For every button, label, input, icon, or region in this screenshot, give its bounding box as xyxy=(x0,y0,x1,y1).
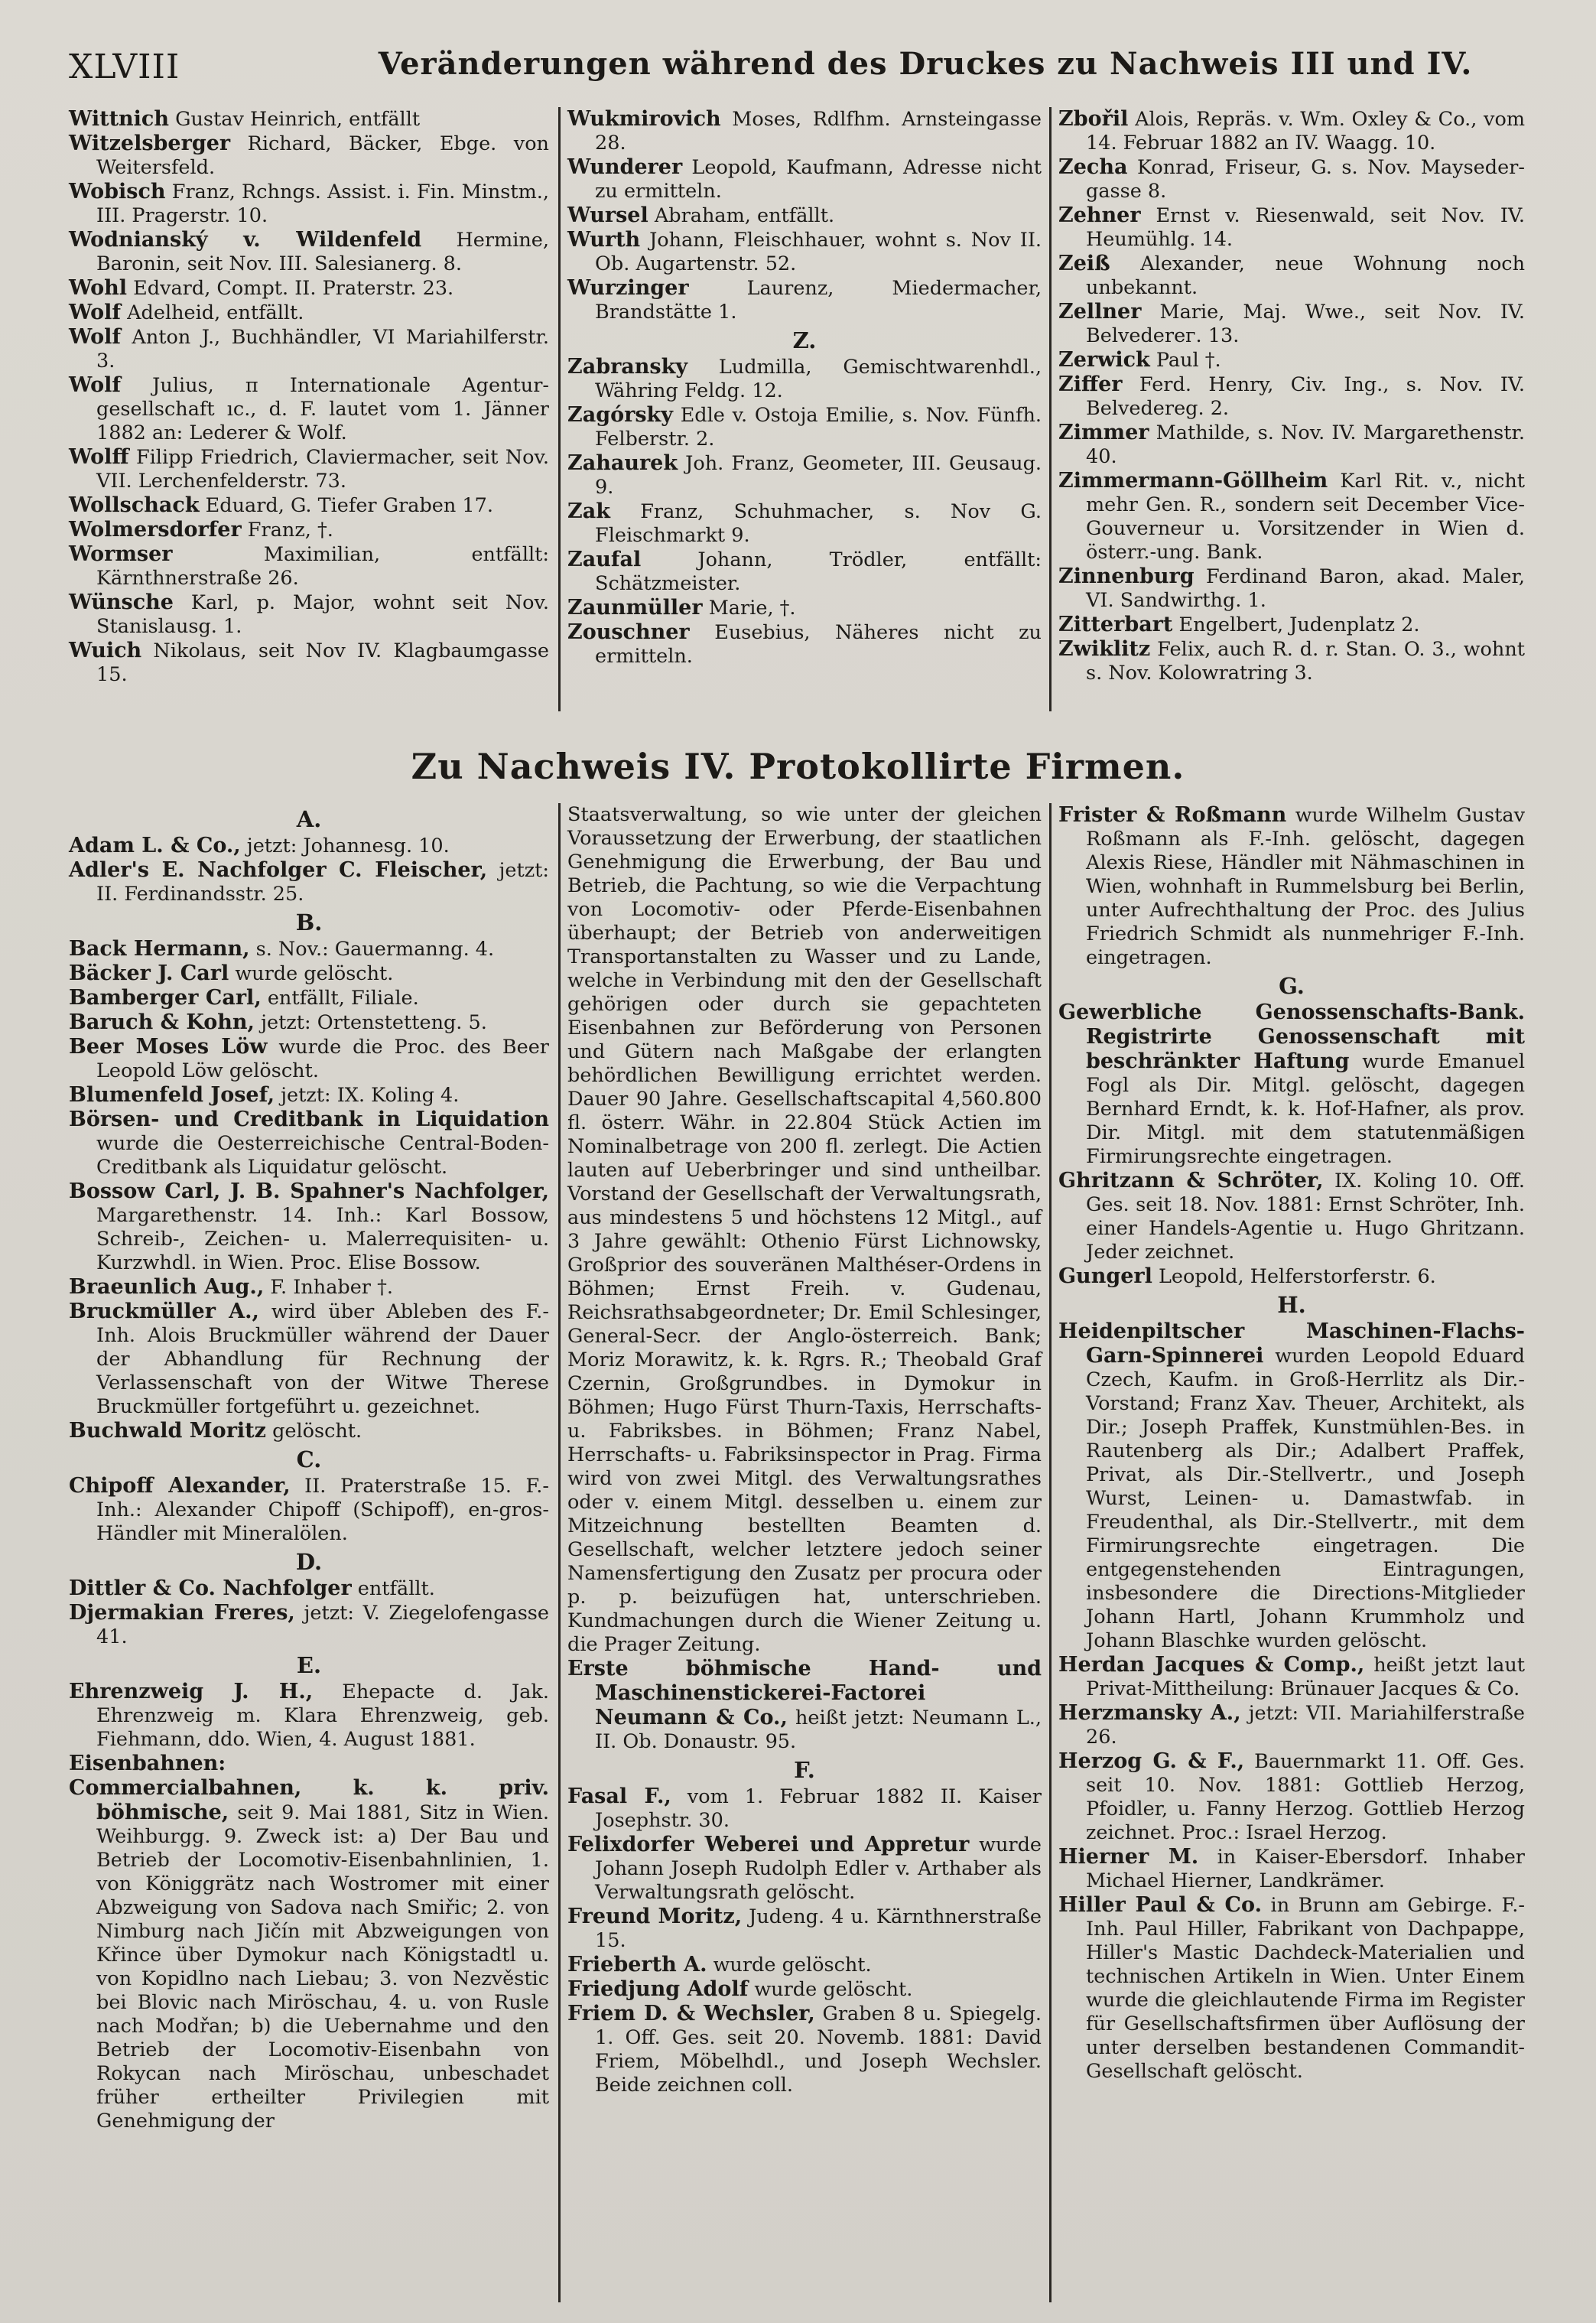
entry-text: entfällt. xyxy=(351,1577,435,1600)
directory-entry xyxy=(1058,803,1525,970)
directory-entry xyxy=(1058,1264,1525,1289)
entry-text: wurde Wilhelm Gustav Roßmann als F.-Inh. gelöscht, dagegen Alexis Riese, Händler mit Nähmaschinen in Wien, wohnhaft in Rummelsburg bei Berlin, unter Aufrechthaltung der Proc. des Julius Friedrich Schmidt als nunmehriger F.-Inh. eingetragen. xyxy=(1086,804,1525,969)
entry-text: Leopold, Kaufmann, Adresse nicht zu ermitteln. xyxy=(595,156,1042,203)
section-letter: G. xyxy=(1279,973,1305,999)
directory-entry xyxy=(1058,564,1525,613)
entry-name: Herzog G. & F., xyxy=(1058,1749,1245,1773)
entry-name: Zaunmüller xyxy=(567,596,703,620)
entry-name: Felixdorfer Weberei und Appretur xyxy=(567,1833,970,1856)
directory-entry xyxy=(567,2002,1042,2097)
entry-name: Zahaurek xyxy=(567,451,678,475)
entry-text: Ferdinand Baron, akad. Maler, VI. Sandwirthg. 1. xyxy=(1086,565,1525,612)
entry-name: Wodnianský v. Wildenfeld xyxy=(69,228,422,252)
directory-entry xyxy=(69,1601,549,1649)
directory-entry xyxy=(567,107,1042,155)
entry-name: Zehner xyxy=(1058,203,1141,227)
entry-name: Wittnich xyxy=(69,107,170,131)
directory-entry xyxy=(567,1833,1042,1905)
entry-name: Djermakian Freres, xyxy=(69,1601,295,1625)
entry-text: Paul †. xyxy=(1149,349,1221,372)
entry-name: Friem D. & Wechsler, xyxy=(567,2002,815,2025)
directory-entry xyxy=(1058,1701,1525,1749)
entry-name: Chipoff Alexander, xyxy=(69,1474,291,1498)
directory-entry xyxy=(69,1752,549,1776)
column-divider xyxy=(1049,107,1052,711)
upper-column-1 xyxy=(69,107,549,687)
directory-entry xyxy=(69,937,549,961)
directory-entry xyxy=(1058,421,1525,469)
directory-entry xyxy=(1058,300,1525,348)
entry-text: Johann, Fleischhauer, wohnt s. Nov II. Ob. Augartenstr. 52. xyxy=(595,229,1042,275)
directory-entry xyxy=(69,639,549,687)
directory-entry xyxy=(567,203,1042,228)
entry-text: Franz, †. xyxy=(241,519,333,542)
entry-text: wurden Leopold Eduard Czech, Kaufm. in Groß-Herrlitz als Dir.-Vorstand; Franz Xav. Theuer, Architekt, als Dir.; Joseph Praffek, Kunstmühlen-Bes. in Rautenberg als Dir.; Adalbert Praffek, Privat, als Dir.-Stellvertr., und Joseph Wurst, Leinen- u. Damastwfab. in Freudenthal, als Dir.-Stellvertr., mit dem Firmirungsrechte eingetragen. Die entgegenstehenden Eintragungen, insbesondere die Directions-Mitglieder Johann Hartl, Johann Krummholz und Johann Blaschke wurden gelöscht. xyxy=(1086,1345,1525,1652)
entry-name: Blumenfeld Josef, xyxy=(69,1083,275,1107)
directory-entry xyxy=(1058,348,1525,373)
entry-text: Hermine, Baronin, seit Nov. III. Salesianerg. 8. xyxy=(96,229,549,275)
entry-name: Wormser xyxy=(69,542,173,566)
entry-text: IX. Koling 10. Off. Ges. seit 18. Nov. 1881: Ernst Schröter, Inh. einer Handels-Agentie u. Hugo Ghritzann. Jeder zeichnet. xyxy=(1086,1170,1525,1264)
directory-entry xyxy=(1058,613,1525,637)
directory-entry xyxy=(69,1474,549,1546)
entry-text: wurde gelöscht. xyxy=(748,1978,913,2001)
column-divider xyxy=(558,107,561,711)
entry-name: Zimmermann-Göllheim xyxy=(1058,469,1328,493)
entry-name: Zaufal xyxy=(567,548,642,571)
entry-name: Baruch & Kohn, xyxy=(69,1010,255,1034)
entry-text: Engelbert, Judenplatz 2. xyxy=(1172,613,1420,636)
entry-text: Joh. Franz, Geometer, III. Geusaug. 9. xyxy=(595,452,1042,499)
directory-entry xyxy=(69,1035,549,1083)
entry-text: Bauernmarkt 11. Off. Ges. seit 10. Nov. 1881: Gottlieb Herzog, Pfoidler, u. Fanny Herzog. Gottlieb Herzog zeichnet. Proc.: Israel Herzog. xyxy=(1086,1750,1525,1844)
entry-text: Franz, Schuhmacher, s. Nov G. Fleischmarkt 9. xyxy=(595,500,1042,547)
directory-entry xyxy=(567,451,1042,499)
directory-entry xyxy=(69,1179,549,1275)
entry-text: Eduard, G. Tiefer Graben 17. xyxy=(199,494,493,517)
entry-name: Wolf xyxy=(69,325,122,349)
entry-name: Frister & Roßmann xyxy=(1058,803,1287,827)
entry-text: Nikolaus, seit Nov IV. Klagbaumgasse 15. xyxy=(96,639,549,686)
directory-entry xyxy=(567,1953,1042,1977)
directory-entry xyxy=(69,1108,549,1179)
entry-name: Adler's E. Nachfolger C. Fleischer, xyxy=(69,858,488,882)
entry-text: vom 1. Februar 1882 II. Kaiser Josephstr. 30. xyxy=(595,1785,1042,1832)
entry-name: Bossow Carl, J. B. Spahner's Nachfolger, xyxy=(69,1179,549,1203)
directory-entry xyxy=(567,620,1042,669)
entry-name: Fasal F., xyxy=(567,1785,671,1808)
entry-text: entfällt, Filiale. xyxy=(261,987,419,1010)
entry-text: Mathilde, s. Nov. IV. Margarethenstr. 40. xyxy=(1086,421,1525,468)
entry-name: Erste böhmische Hand- und Maschinenstickerei-Factorei Neumann & Co., xyxy=(567,1657,1042,1729)
directory-entry xyxy=(69,228,549,276)
directory-entry xyxy=(567,1905,1042,1953)
directory-entry xyxy=(567,1657,1042,1754)
directory-entry xyxy=(1058,1000,1525,1169)
directory-entry xyxy=(1058,637,1525,685)
entry-name: Zeiß xyxy=(1058,252,1110,275)
entry-name: Herzmansky A., xyxy=(1058,1701,1241,1725)
directory-entry xyxy=(69,325,549,373)
entry-name: Ehrenzweig J. H., xyxy=(69,1680,314,1703)
entry-text: wurde die Proc. des Beer Leopold Löw gelöscht. xyxy=(96,1036,549,1082)
directory-entry xyxy=(69,1419,549,1443)
entry-name: Börsen- und Creditbank in Liquidation xyxy=(69,1108,549,1131)
directory-entry xyxy=(1058,1169,1525,1264)
directory-entry xyxy=(1058,1893,1525,2084)
entry-text: F. Inhaber †. xyxy=(264,1276,393,1299)
entry-text: Moses, Rdlfhm. Arnsteingasse 28. xyxy=(595,108,1042,155)
entry-name: Braeunlich Aug., xyxy=(69,1275,265,1299)
entry-name: Bamberger Carl, xyxy=(69,986,262,1010)
directory-entry xyxy=(1058,1653,1525,1701)
entry-text: Karl, p. Major, wohnt seit Nov. Stanislausg. 1. xyxy=(96,591,549,638)
entry-text: Alexander, neue Wohnung noch unbekannt. xyxy=(1086,252,1525,299)
entry-name: Freund Moritz, xyxy=(567,1905,743,1928)
lower-column-2 xyxy=(567,803,1042,2097)
entry-name: Wurth xyxy=(567,228,641,252)
entry-text: Ludmilla, Gemischtwarenhdl., Währing Feldg. 12. xyxy=(595,356,1042,402)
entry-text: heißt jetzt laut Privat-Mittheilung: Brünauer Jacques & Co. xyxy=(1086,1654,1525,1700)
directory-entry xyxy=(69,518,549,542)
entry-text: gelöscht. xyxy=(265,1420,362,1443)
entry-text: Abraham, entfällt. xyxy=(648,204,835,227)
directory-entry xyxy=(567,1977,1042,2002)
entry-text: Konrad, Friseur, G. s. Nov. Mayseder-gasse 8. xyxy=(1086,156,1525,203)
entry-name: Wurzinger xyxy=(567,276,689,300)
directory-entry xyxy=(69,107,549,132)
entry-text: Anton J., Buchhändler, VI Mariahilferstr. 3. xyxy=(96,326,549,373)
entry-text: in Kaiser-Ebersdorf. Inhaber Michael Hierner, Landkrämer. xyxy=(1086,1846,1525,1892)
directory-entry xyxy=(69,301,549,325)
column-divider xyxy=(558,803,561,2302)
section-letter: B. xyxy=(295,909,323,935)
entry-name: Wobisch xyxy=(69,180,166,203)
entry-name: Buchwald Moritz xyxy=(69,1419,266,1443)
directory-entry xyxy=(69,1776,549,2133)
entry-text: Maximilian, entfällt: Kärnthnerstraße 26. xyxy=(96,543,549,590)
directory-entry xyxy=(1058,1749,1525,1845)
entry-name: Hierner M. xyxy=(1058,1845,1199,1869)
entry-name: Wolff xyxy=(69,445,129,469)
entry-name: Wukmirovich xyxy=(567,107,721,131)
upper-column-3 xyxy=(1058,107,1525,685)
entry-name: Dittler & Co. Nachfolger xyxy=(69,1576,352,1600)
entry-text: Graben 8 u. Spiegelg. 1. Off. Ges. seit 20. Novemb. 1881: David Friem, Möbelhdl., und Joseph Wechsler. Beide zeichnen coll. xyxy=(595,2003,1042,2097)
entry-name: Wohl xyxy=(69,276,128,300)
directory-entry xyxy=(567,403,1042,451)
entry-name: Zabransky xyxy=(567,355,688,379)
directory-entry xyxy=(69,1275,549,1300)
entry-text: Marie, Maj. Wwe., seit Nov. IV. Belvederег. 13. xyxy=(1086,301,1525,347)
directory-entry xyxy=(69,834,549,858)
directory-entry xyxy=(567,499,1042,548)
entry-text: jetzt: II. Ferdinandsstr. 25. xyxy=(96,859,550,906)
entry-text: jetzt: V. Ziegelofengasse 41. xyxy=(96,1602,549,1648)
directory-entry xyxy=(567,355,1042,403)
entry-name: Ziffer xyxy=(1058,373,1123,396)
lower-column-1 xyxy=(69,803,549,2133)
entry-text: jetzt: VII. Mariahilferstraße 26. xyxy=(1086,1702,1526,1749)
entry-name: Wolmersdorfer xyxy=(69,518,242,542)
directory-entry xyxy=(69,276,549,301)
directory-entry xyxy=(567,276,1042,324)
entry-text: Julius, ᴨ Internationale Agentur-gesellschaft ıc., d. F. lautet vom 1. Jänner 1882 an: Lederer & Wolf. xyxy=(96,374,549,444)
directory-entry xyxy=(69,591,549,639)
page-title: Veränderungen während des Druckes zu Nachweis III und IV. xyxy=(378,46,1473,82)
section-letter: D. xyxy=(295,1549,323,1575)
entry-name: Zouschner xyxy=(567,620,690,644)
entry-name: Zinnenburg xyxy=(1058,564,1195,588)
entry-name: Bäcker J. Carl xyxy=(69,961,229,985)
section-letter: A. xyxy=(296,806,322,832)
entry-text: Edle v. Ostoja Emilie, s. Nov. Fünfh. Felberstr. 2. xyxy=(595,404,1042,451)
section-letter: Z. xyxy=(792,327,817,353)
entry-name: Eisenbahnen: xyxy=(69,1752,226,1775)
entry-text: Richard, Bäcker, Ebge. von Weitersfeld. xyxy=(96,132,549,179)
entry-name: Ghritzann & Schröter, xyxy=(1058,1169,1324,1192)
entry-continuation: Staatsverwaltung, so wie unter der gleichen Voraussetzung der Erwerbung, der staatlichen Genehmigung die Erwerbung, der Bau und Betrieb, die Pachtung, so wie die Verpachtung von Locomotiv- oder Pferde-Eisenbahnen überhaupt; der Betrieb von anderweitigen Transportanstalten zu Wasser und zu Lande, welche in Verbindung mit den der Gesellschaft gehörigen oder durch sie gepachteten Eisenbahnen zur Beförderung von Personen und Gütern nach Maßgabe der erlangten behördlichen Bewilligung errichtet werden. Dauer 90 Jahre. Gesellschaftscapital 4,560.800 fl. österr. Währ. in 22.804 Stück Actien im Nominalbetrage von 200 fl. zerlegt. Die Actien lauten auf Ueberbringer und sind untheilbar. Vorstand der Gesellschaft der Verwaltungsrath, aus mindestens 5 und höchstens 12 Mitgl., auf 3 Jahre gewählt: Othenio Fürst Lichnowsky, Großprior des souveränen Malthéser-Ordens in Böhmen; Ernst Freih. v. Gudenau, Reichsrathsabgeordneter; Dr. Emil Schlesinger, General-Secr. der Anglo-österreich. Bank; Moriz Morawitz, k. k. Rgrs. R.; Theobald Graf Czernin, Großgrundbes. in Dymokur in Böhmen; Hugo Fürst Thurn-Taxis, Herrschafts- u. Fabriksbes. in Böhmen; Franz Nabel, Herrschafts- u. Fabriksinspector in Prag. Firma wird von zwei Mitgl. des Verwaltungsrathes oder v. einem Mitgl. desselben u. einem zur Mitzeichnung bestellten Beamten d. Gesellschaft, welcher letztere jedoch seiner Namensfertigung den Zusatz per procura oder p. p. beizufügen hat, unterschrieben. Kundmachungen durch die Wiener Zeitung u. die Prager Zeitung. xyxy=(567,803,1042,1656)
entry-name: Herdan Jacques & Comp., xyxy=(1058,1653,1365,1677)
column-divider xyxy=(1049,803,1052,2302)
entry-name: Back Hermann, xyxy=(69,937,250,961)
entry-name: Zitterbart xyxy=(1058,613,1173,636)
entry-name: Friedjung Adolf xyxy=(567,1977,749,2001)
entry-text: Laurenz, Miedermacher, Brandstätte 1. xyxy=(595,277,1042,324)
entry-text: Johann, Trödler, entfällt: Schätzmeister. xyxy=(595,548,1042,595)
section-letter: E. xyxy=(296,1652,322,1678)
entry-text: wurde Emanuel Fogl als Dir. Mitgl. gelöscht, dagegen Bernhard Erndt, k. k. Hof-Hafner, als prov. Dir. Mitgl. mit dem statutenmäßigen Firmirungsrechte eingetragen. xyxy=(1086,1050,1525,1168)
directory-entry xyxy=(69,1083,549,1108)
entry-name: Gungerl xyxy=(1058,1264,1152,1288)
entry-text: jetzt: Johannesg. 10. xyxy=(240,835,450,857)
entry-text: Franz, Rchngs. Assist. i. Fin. Minstm., III. Pragerstr. 10. xyxy=(96,181,549,227)
entry-text: Alois, Repräs. v. Wm. Oxley & Co., vom 14. Februar 1882 an IV. Waagg. 10. xyxy=(1086,108,1525,155)
entry-name: Zagórsky xyxy=(567,403,673,427)
entry-text: Margarethenstr. 14. Inh.: Karl Bossow, Schreib-, Zeichen- u. Malerrequisiten- u. Kurzwhdl. in Wien. Proc. Elise Bossow. xyxy=(96,1204,549,1274)
entry-text: Karl Rit. v., nicht mehr Gen. R., sondern seit December Vice-Gouverneur u. Vorsitzender in Wien d. österr.-ung. Bank. xyxy=(1086,470,1525,564)
entry-text: wurde gelöscht. xyxy=(707,1954,872,1977)
entry-text: Gustav Heinrich, entfällt xyxy=(169,108,421,131)
directory-entry xyxy=(1058,1319,1525,1653)
entry-text: Edvard, Compt. II. Praterstr. 23. xyxy=(127,277,454,300)
entry-name: Gewerbliche Genossenschafts-Bank. Registrirte Genossenschaft mit beschränkter Haftung xyxy=(1058,1000,1525,1073)
entry-name: Zecha xyxy=(1058,155,1128,179)
entry-text: Filipp Friedrich, Claviermacher, seit Nov. VII. Lerchenfelderstr. 73. xyxy=(96,446,549,493)
entry-text: Eusebius, Näheres nicht zu ermitteln. xyxy=(595,621,1042,668)
entry-text: jetzt: Ortenstetteng. 5. xyxy=(254,1011,487,1034)
entry-text: Ehepacte d. Jak. Ehrenzweig m. Klara Ehrenzweig, geb. Fiehmann, ddo. Wien, 4. August 1881. xyxy=(96,1680,549,1751)
entry-name: Wuich xyxy=(69,639,142,662)
entry-name: Zwiklitz xyxy=(1058,637,1151,661)
directory-entry xyxy=(69,542,549,591)
directory-entry xyxy=(567,548,1042,596)
entry-name: Witzelsberger xyxy=(69,132,231,155)
directory-entry xyxy=(69,493,549,518)
directory-entry xyxy=(69,1010,549,1035)
entry-name: Wolf xyxy=(69,301,122,324)
entry-name: Wünsche xyxy=(69,591,174,614)
entry-text: s. Nov.: Gauermanng. 4. xyxy=(249,938,495,961)
entry-name: Zimmer xyxy=(1058,421,1149,444)
directory-entry xyxy=(69,986,549,1010)
directory-entry xyxy=(567,228,1042,276)
entry-name: Zellner xyxy=(1058,300,1142,324)
directory-entry xyxy=(1058,203,1525,252)
directory-entry xyxy=(567,155,1042,203)
entry-text: Adelheid, entfällt. xyxy=(121,301,304,324)
entry-text: Marie, †. xyxy=(702,597,796,620)
directory-entry xyxy=(69,961,549,986)
entry-text: wird über Ableben des F.-Inh. Alois Bruckmüller während der Dauer der Abhandlung für Rechnung der Verlassenschaft von der Witwe Therese Bruckmüller fortgeführt u. gezeichnet. xyxy=(96,1300,549,1418)
directory-entry xyxy=(69,180,549,228)
directory-entry xyxy=(1058,469,1525,564)
directory-entry xyxy=(1058,107,1525,155)
directory-entry xyxy=(69,373,549,445)
entry-name: Beer Moses Löw xyxy=(69,1035,268,1059)
entry-text: heißt jetzt: Neumann L., II. Ob. Donaustr. 95. xyxy=(595,1706,1042,1753)
directory-entry xyxy=(1058,155,1525,203)
entry-text: in Brunn am Gebirge. F.-Inh. Paul Hiller, Fabrikant von Dachpappe, Hiller's Mastic Dachdeck-Materialien und technischen Artikeln in Wien. Unter Einem wurde die gleichlautende Firma im Register für Gesellschaftsfirmen über Auflösung der unter derselben bestandenen Commandit-Gesellschaft gelöscht. xyxy=(1086,1894,1525,2083)
directory-entry xyxy=(69,1576,549,1601)
section-letter: C. xyxy=(296,1446,322,1472)
section-letter: H. xyxy=(1277,1292,1306,1318)
entry-name: Wursel xyxy=(567,203,648,227)
directory-entry xyxy=(69,132,549,180)
entry-name: Bruckmüller A., xyxy=(69,1300,259,1323)
entry-name: Heidenpiltscher Maschinen-Flachs-Garn-Spinnerei xyxy=(1058,1319,1525,1368)
directory-entry xyxy=(1058,252,1525,300)
lower-column-3 xyxy=(1058,803,1525,2084)
directory-entry xyxy=(1058,1845,1525,1893)
entry-name: Zerwick xyxy=(1058,348,1150,372)
entry-text: wurde gelöscht. xyxy=(229,962,394,985)
entry-name: Wunderer xyxy=(567,155,683,179)
entry-text: Judeng. 4 u. Kärnthnerstraße 15. xyxy=(595,1905,1042,1952)
entry-text: wurde Johann Joseph Rudolph Edler v. Arthaber als Verwaltungsrath gelöscht. xyxy=(595,1833,1042,1904)
directory-entry xyxy=(1058,373,1525,421)
directory-entry xyxy=(69,1300,549,1419)
entry-text: wurde die Oesterreichische Central-Boden-Creditbank als Liquidatur gelöscht. xyxy=(96,1132,549,1179)
entry-name: Zbořil xyxy=(1058,107,1129,131)
entry-text: II. Praterstraße 15. F.-Inh.: Alexander Chipoff (Schipoff), en-gros-Händler mit Mineralölen. xyxy=(96,1475,549,1545)
directory-entry xyxy=(69,445,549,493)
entry-text: Ferd. Henry, Civ. Ing., s. Nov. IV. Belvedereg. 2. xyxy=(1086,373,1525,420)
entry-name: Zak xyxy=(567,499,610,523)
section-title: Zu Nachweis IV. Protokollirte Firmen. xyxy=(411,746,1185,787)
entry-text: Ernst v. Riesenwald, seit Nov. IV. Heumühlg. 14. xyxy=(1086,204,1525,251)
page-number: XLVIII xyxy=(69,47,180,86)
entry-name: Hiller Paul & Co. xyxy=(1058,1893,1262,1917)
entry-name: Frieberth A. xyxy=(567,1953,707,1977)
entry-text: jetzt: IX. Koling 4. xyxy=(275,1084,460,1107)
entry-name: Adam L. & Co., xyxy=(69,834,241,857)
entry-name: Commercialbahnen, k. k. priv. böhmische, xyxy=(69,1776,549,1824)
directory-entry xyxy=(69,1680,549,1752)
directory-entry xyxy=(567,1785,1042,1833)
directory-entry xyxy=(567,596,1042,620)
entry-text: Felix, auch R. d. r. Stan. O. 3., wohnt s. Nov. Kolowratring 3. xyxy=(1086,638,1525,685)
entry-text: seit 9. Mai 1881, Sitz in Wien. Weihburgg. 9. Zweck ist: a) Der Bau und Betrieb der Locomotiv-Eisenbahnlinien, 1. von Königgrätz nach Wostromer mit einer Abzweigung von Sadova nach Smiřic; 2. von Nimburg nach Jičín mit Abzweigungen von Křince über Dymokur nach Königstadtl u. von Kopidlno nach Liebau; 3. von Nezvěstic bei Blovic nach Miröschau, 4. u. von Rusle nach Modřan; b) die Uebernahme und den Betrieb der Locomotiv-Eisenbahn von Rokycan nach Miröschau, unbeschadet früher ertheilter Privilegien mit Genehmigung der xyxy=(96,1801,549,2133)
entry-name: Wolf xyxy=(69,373,122,397)
section-letter: F. xyxy=(794,1757,815,1783)
entry-text: Leopold, Helferstorferstr. 6. xyxy=(1152,1265,1436,1288)
directory-entry xyxy=(69,858,549,906)
entry-name: Wollschack xyxy=(69,493,200,517)
upper-column-2 xyxy=(567,107,1042,669)
